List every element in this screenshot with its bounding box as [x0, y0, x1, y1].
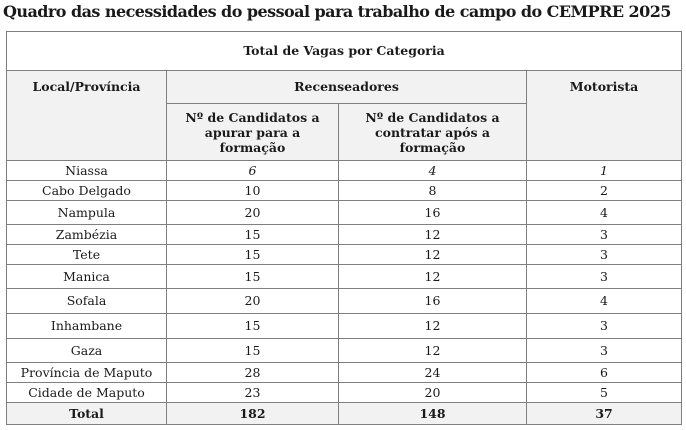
table-row [7, 181, 682, 201]
header-motorista: Motorista [527, 71, 682, 161]
header-local: Local/Província [7, 71, 167, 161]
cell-motorista: 5 [527, 383, 682, 403]
cell-local: Niassa [7, 161, 167, 181]
cell-local: Manica [7, 265, 167, 289]
cell-contratar: 16 [339, 289, 527, 314]
total-motorista: 37 [527, 403, 682, 425]
table-row [7, 363, 682, 383]
cell-local: Cabo Delgado [7, 181, 167, 201]
total-apurar: 182 [167, 403, 339, 425]
table-row [7, 314, 682, 339]
table-caption: Total de Vagas por Categoria [7, 32, 682, 71]
cell-apurar: 15 [167, 314, 339, 339]
header-contratar-text: Nº de Candidatos a contratar após a formação [365, 109, 500, 155]
cell-local: Inhambane [7, 314, 167, 339]
header-apurar [167, 104, 339, 161]
cell-local: Zambézia [7, 225, 167, 245]
cell-motorista: 3 [527, 314, 682, 339]
cell-local: Gaza [7, 339, 167, 363]
cell-contratar: 12 [339, 225, 527, 245]
cell-local: Cidade de Maputo [7, 383, 167, 403]
table-row [7, 265, 682, 289]
cell-contratar: 24 [339, 363, 527, 383]
header-recenseadores: Recenseadores [167, 71, 527, 104]
table-row [7, 289, 682, 314]
cell-local: Província de Maputo [7, 363, 167, 383]
cell-contratar: 12 [339, 314, 527, 339]
cell-apurar: 15 [167, 339, 339, 363]
cell-contratar: 20 [339, 383, 527, 403]
cell-apurar: 15 [167, 245, 339, 265]
header-apurar-text: Nº de Candidatos a apurar para a formação [185, 109, 320, 155]
cell-motorista: 2 [527, 181, 682, 201]
cell-motorista: 3 [527, 339, 682, 363]
table-row [7, 339, 682, 363]
cell-motorista: 6 [527, 363, 682, 383]
cell-local: Tete [7, 245, 167, 265]
total-label: Total [7, 403, 167, 425]
cell-apurar: 15 [167, 225, 339, 245]
cell-apurar: 20 [167, 201, 339, 225]
cell-contratar: 12 [339, 245, 527, 265]
cell-motorista: 3 [527, 245, 682, 265]
cell-apurar: 28 [167, 363, 339, 383]
cell-local: Sofala [7, 289, 167, 314]
cell-apurar: 15 [167, 265, 339, 289]
cell-apurar: 6 [167, 161, 339, 181]
cell-motorista: 1 [527, 161, 682, 181]
cell-contratar: 12 [339, 265, 527, 289]
cell-local: Nampula [7, 201, 167, 225]
cell-contratar: 16 [339, 201, 527, 225]
cell-apurar: 10 [167, 181, 339, 201]
table-row [7, 245, 682, 265]
page-title: Quadro das necessidades do pessoal para trabalho de campo do CEMPRE 2025 [3, 2, 671, 21]
cell-motorista: 4 [527, 289, 682, 314]
table-row [7, 161, 682, 181]
cell-apurar: 20 [167, 289, 339, 314]
cell-motorista: 3 [527, 265, 682, 289]
cell-motorista: 3 [527, 225, 682, 245]
cell-motorista: 4 [527, 201, 682, 225]
total-row [7, 403, 682, 425]
header-contratar [339, 104, 527, 161]
cell-contratar: 4 [339, 161, 527, 181]
cell-apurar: 23 [167, 383, 339, 403]
vacancies-table [6, 31, 682, 425]
table-row [7, 225, 682, 245]
cell-contratar: 12 [339, 339, 527, 363]
total-contratar: 148 [339, 403, 527, 425]
table-row [7, 383, 682, 403]
cell-contratar: 8 [339, 181, 527, 201]
table-row [7, 201, 682, 225]
